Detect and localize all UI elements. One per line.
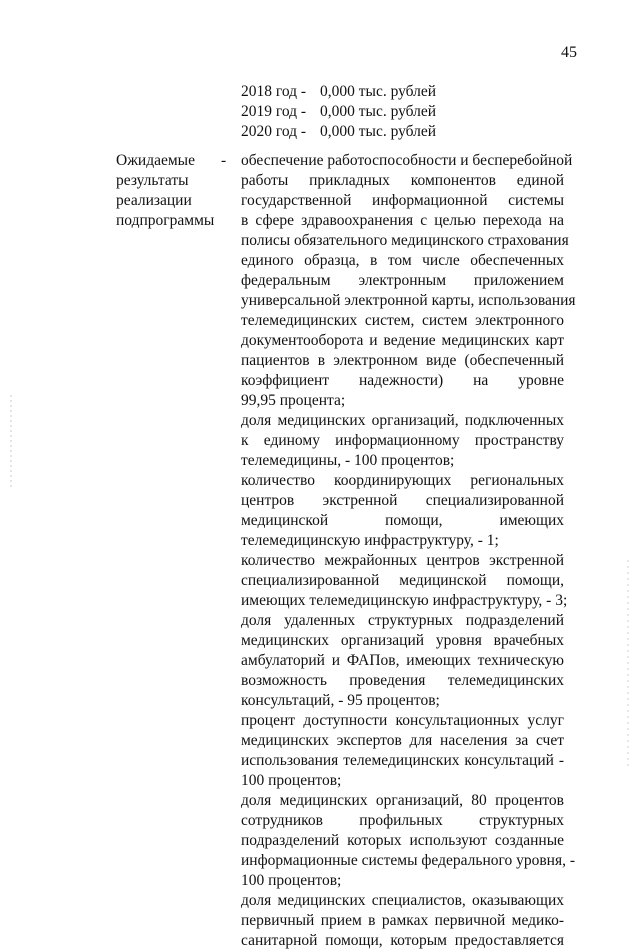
text-line: медицинских экспертов для населения за счет (241, 732, 564, 749)
section-dash: - (221, 152, 227, 169)
text-line: информационные системы федерального уровня, - (241, 852, 575, 869)
text-line: доля медицинских организаций, 80 процентов (241, 792, 564, 809)
text-line: универсальной электронной карты, использования (241, 292, 576, 309)
text-line: 99,95 процента; (241, 392, 346, 409)
funding-year: 2018 год - (241, 83, 307, 100)
text-line: амбулаторий и ФАПов, имеющих техническую (241, 652, 564, 669)
funding-row (241, 122, 436, 142)
text-line: процент доступности консультационных услуг (241, 712, 564, 729)
text-line: телемедицинских систем, систем электронного (241, 312, 564, 329)
text-line: обеспечение работоспособности и бесперебойной (241, 152, 573, 169)
text-line: имеющих телемедицинскую инфраструктуру, - 3; (241, 592, 568, 609)
text-line: возможность проведения телемедицинских (241, 672, 564, 689)
section-label-line: результаты (116, 172, 189, 189)
text-line: специализированной медицинской помощи, (241, 572, 564, 589)
paragraph (241, 151, 576, 411)
funding-year: 2019 год - (241, 103, 307, 120)
section-label-line: Ожидаемые (116, 152, 195, 169)
text-line: медицинской помощи, имеющих (241, 512, 564, 529)
text-line: в сфере здравоохранения с целью перехода на (241, 212, 564, 229)
paragraph (241, 551, 568, 611)
section-label-line: подпрограммы (116, 212, 215, 229)
funding-amount: 0,000 тыс. рублей (320, 103, 437, 120)
funding-year: 2020 год - (241, 123, 307, 140)
funding-amount: 0,000 тыс. рублей (320, 83, 437, 100)
paragraph (241, 891, 564, 951)
text-line: подразделений которых используют созданные (241, 832, 564, 849)
text-line: единого образца, в том числе обеспеченных (241, 252, 564, 269)
text-line: центров экстренной специализированной (241, 492, 564, 509)
paragraph (241, 471, 564, 551)
text-line: телемедицины, - 100 процентов; (241, 452, 455, 469)
section-body (241, 151, 576, 951)
paragraph (241, 711, 564, 791)
text-line: сотрудников профильных структурных (241, 812, 564, 829)
text-line: медицинских организаций уровня врачебных (241, 632, 564, 649)
text-line: работы прикладных компонентов единой (241, 172, 564, 189)
paragraph (241, 411, 564, 471)
text-line: использования телемедицинских консультаций - (241, 752, 564, 769)
text-line: количество межрайонных центров экстренной (241, 552, 564, 569)
text-line: доля медицинских организаций, подключенных (241, 412, 564, 429)
funding-row (241, 82, 436, 102)
text-line: коэффициент надежности) на уровне (241, 372, 564, 389)
funding-list (241, 82, 436, 142)
text-line: 100 процентов; (241, 872, 342, 889)
text-line: документооборота и ведение медицинских карт (241, 332, 564, 349)
text-line: консультаций, - 95 процентов; (241, 692, 440, 709)
section-label-line: реализации (116, 192, 192, 209)
text-line: количество координирующих региональных (241, 472, 564, 489)
paragraph (241, 791, 575, 891)
text-line: санитарной помощи, которым предоставляется (241, 932, 564, 949)
funding-amount: 0,000 тыс. рублей (320, 123, 437, 140)
text-line: государственной информационной системы (241, 192, 564, 209)
text-line: федеральным электронным приложением (241, 272, 564, 289)
text-line: полисы обязательного медицинского страхования (241, 232, 569, 249)
page-number: 45 (561, 44, 577, 61)
text-line: доля удаленных структурных подразделений (241, 612, 564, 629)
section-label (116, 151, 226, 231)
text-line: первичный прием в рамках первичной медико- (241, 912, 564, 929)
text-line: пациентов в электронном виде (обеспеченный (241, 352, 564, 369)
text-line: к единому информационному пространству (241, 432, 564, 449)
funding-row (241, 102, 436, 122)
paragraph (241, 611, 564, 711)
text-line: доля медицинских специалистов, оказывающих (241, 892, 564, 909)
text-line: телемедицинскую инфраструктуру, - 1; (241, 532, 499, 549)
text-line: 100 процентов; (241, 772, 342, 789)
